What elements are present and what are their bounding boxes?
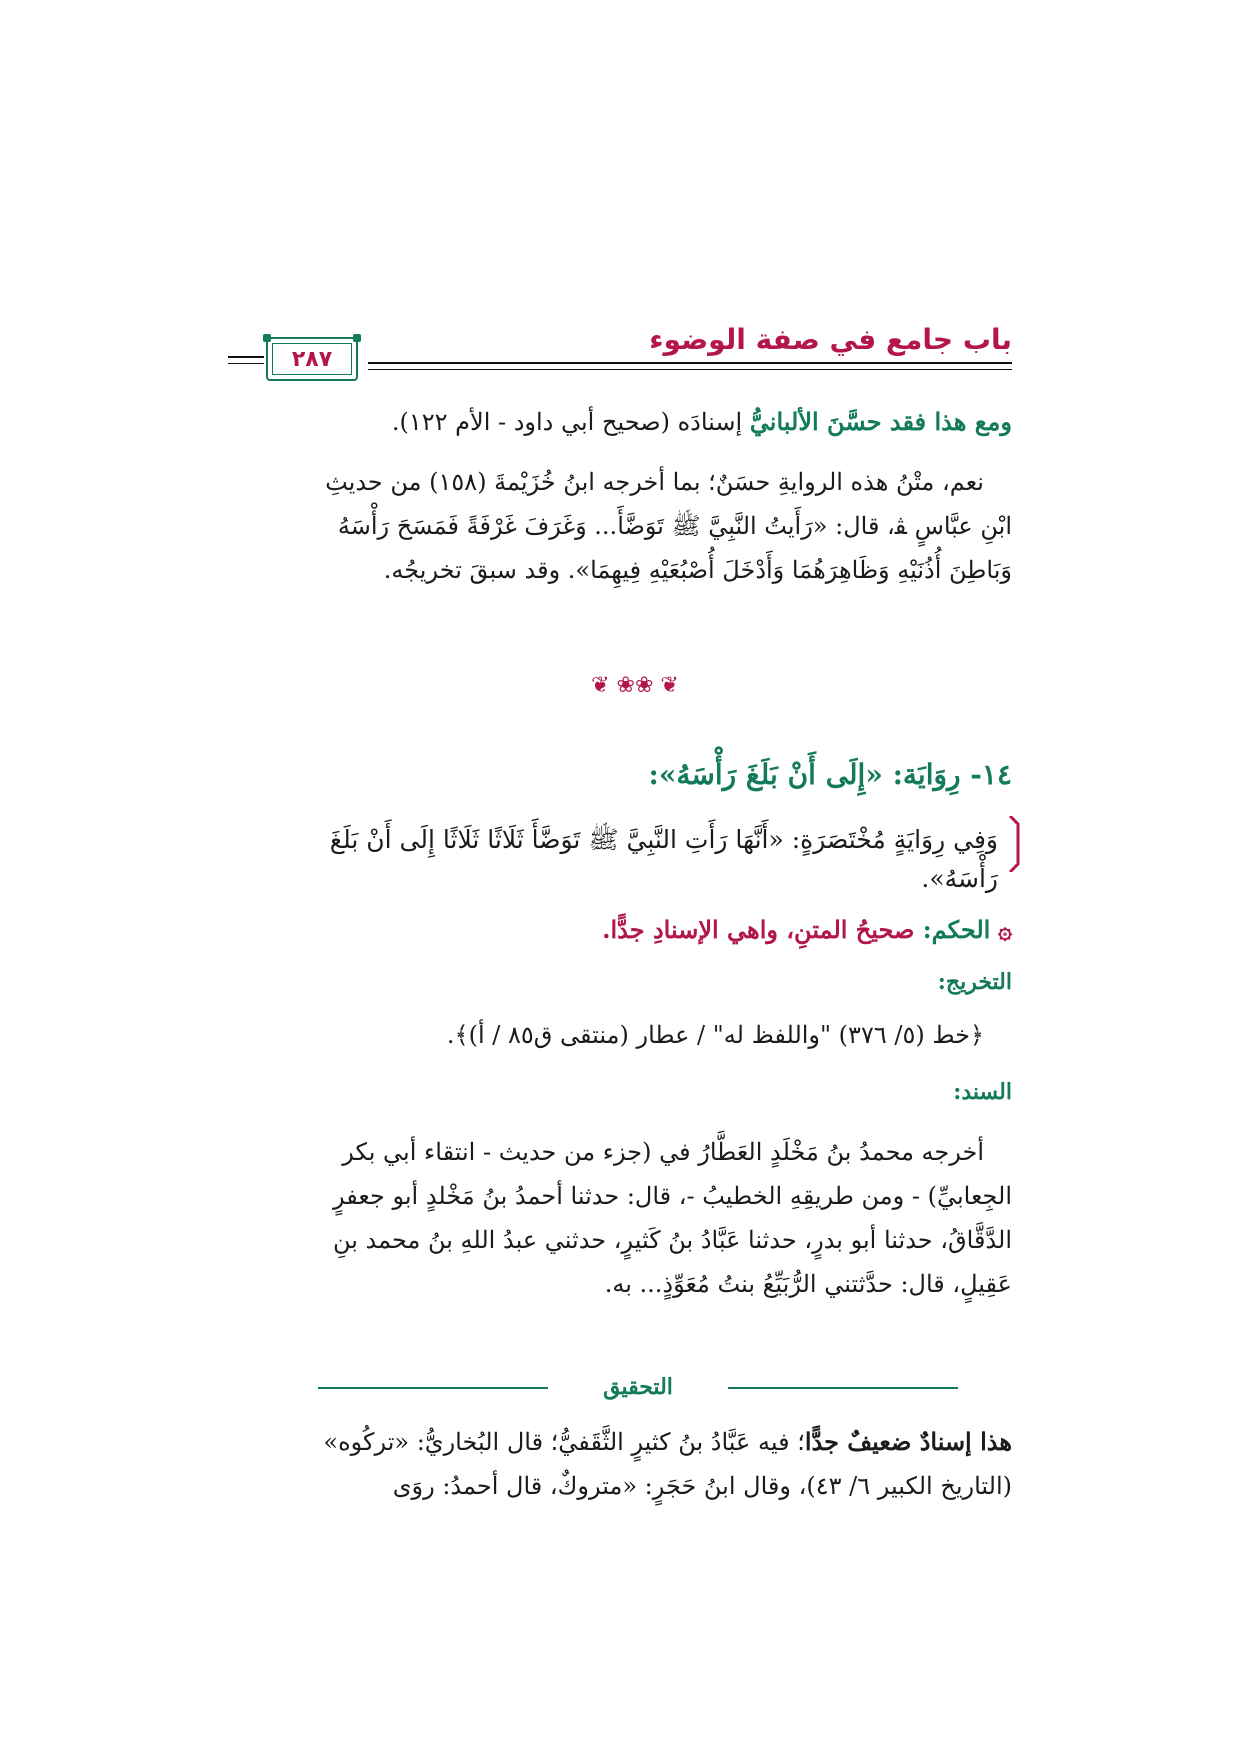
- sanad-text: [258, 1130, 1012, 1306]
- para-albani-lead: ومع هذا فقد حسَّنَ الألبانيُّ: [749, 407, 1012, 436]
- quote-line: وَفِي رِوَايَةٍ مُخْتَصَرَةٍ: «أَنَّهَا رَأَتِ النَّبِيَّ ﷺ تَوَضَّأَ ثَلَاثًا ثَلَاثًا إِلَى أَنْ بَلَغَ: [329, 825, 998, 854]
- para-line: وَبَاطِنَ أُذُنَيْهِ وَظَاهِرَهُمَا وَأَدْخَلَ أُصْبُعَيْهِ فِيهِمَا». وقد سبقَ تخريجُه.: [383, 556, 1012, 584]
- takhrij-text: ﴿خط (٥/ ٣٧٦) "واللفظ له" / عطار (منتقى ق٨٥ / أ)﴾.: [446, 1021, 984, 1049]
- analysis-lead: هذا إسنادٌ ضعيفٌ جدًّا: [804, 1427, 1012, 1456]
- ruling-label: الحكم:: [922, 915, 991, 944]
- sanad-label: السند:: [953, 1079, 1012, 1105]
- para-line: ابْنِ عبَّاسٍ ﭭ، قال: «رَأَيتُ النَّبِيَّ ﷺ تَوَضَّأَ... وَغَرَفَ غَرْفَةً فَمَسَحَ رَأْسَهُ: [337, 512, 1012, 540]
- header-rule-top: [368, 362, 1012, 364]
- chapter-header-title: باب جامع في صفة الوضوء: [649, 323, 1012, 356]
- header-rule-left-top: [228, 356, 264, 358]
- page-number-frame: [266, 337, 358, 381]
- header-rule-left-bottom: [228, 363, 264, 364]
- narration-quote: [258, 818, 1012, 896]
- quote-line: رَأْسَهُ».: [921, 864, 998, 893]
- tahqiq-heading: التحقيق: [603, 1374, 673, 1400]
- tahqiq-divider: [318, 1372, 958, 1402]
- book-page: [258, 320, 1012, 1650]
- sanad-line: عَقِيلٍ، قال: حدَّثتني الرُّبَيِّعُ بنتُ مُعَوِّذٍ... به.: [604, 1270, 1012, 1298]
- analysis-text: [258, 1420, 1012, 1508]
- para-line: نعم، متْنُ هذه الروايةِ حسَنٌ؛ بما أخرجه ابنُ خُزَيْمةَ (١٥٨) من حديثِ: [325, 468, 984, 496]
- section-heading: ١٤- رِوَايَة: «إِلَى أَنْ بَلَغَ رَأْسَهُ»:: [648, 758, 1012, 791]
- ruling-line: [602, 910, 1012, 950]
- section-ornament-icon: ❦ ❀❀ ❦: [591, 673, 679, 698]
- para-albani-rest: إسنادَه (صحيح أبي داود - الأم ١٢٢).: [391, 408, 750, 436]
- para-albani: [258, 400, 1012, 444]
- sanad-line: أخرجه محمدُ بنُ مَخْلَدٍ العَطَّارُ في (جزء من حديث - انتقاء أبي بكر: [342, 1138, 984, 1166]
- ruling-text: صحيحُ المتنِ، واهي الإسنادِ جدًّا.: [602, 915, 923, 944]
- page-number: ٢٨٧: [272, 343, 352, 375]
- analysis-line1-rest: ؛ فيه عَبَّادُ بنُ كثيرٍ الثَّقَفيُّ؛ قال البُخاريُّ: «تركُوه»: [323, 1428, 805, 1456]
- analysis-line: [258, 1420, 1012, 1464]
- takhrij-label: التخريج:: [937, 969, 1012, 995]
- para-ibn-khuzayma: [258, 460, 1012, 592]
- sanad-line: الدَّقَّاقُ، حدثنا أبو بدرٍ، حدثنا عَبَّادُ بنُ كَثيرٍ، حدثني عبدُ اللهِ بنُ محمد بنِ: [332, 1226, 1012, 1254]
- analysis-line: (التاريخ الكبير ٦/ ٤٣)، وقال ابنُ حَجَرٍ: «متروكٌ، قال أحمدُ: روَى: [392, 1472, 1012, 1500]
- header-rule-bottom: [368, 369, 1012, 370]
- ruling-star-icon: ۞: [997, 915, 1012, 944]
- sanad-line: الجِعابيِّ) - ومن طريقِهِ الخطيبُ -، قال: حدثنا أحمدُ بنُ مَخْلدٍ أبو جعفرٍ: [333, 1182, 1012, 1210]
